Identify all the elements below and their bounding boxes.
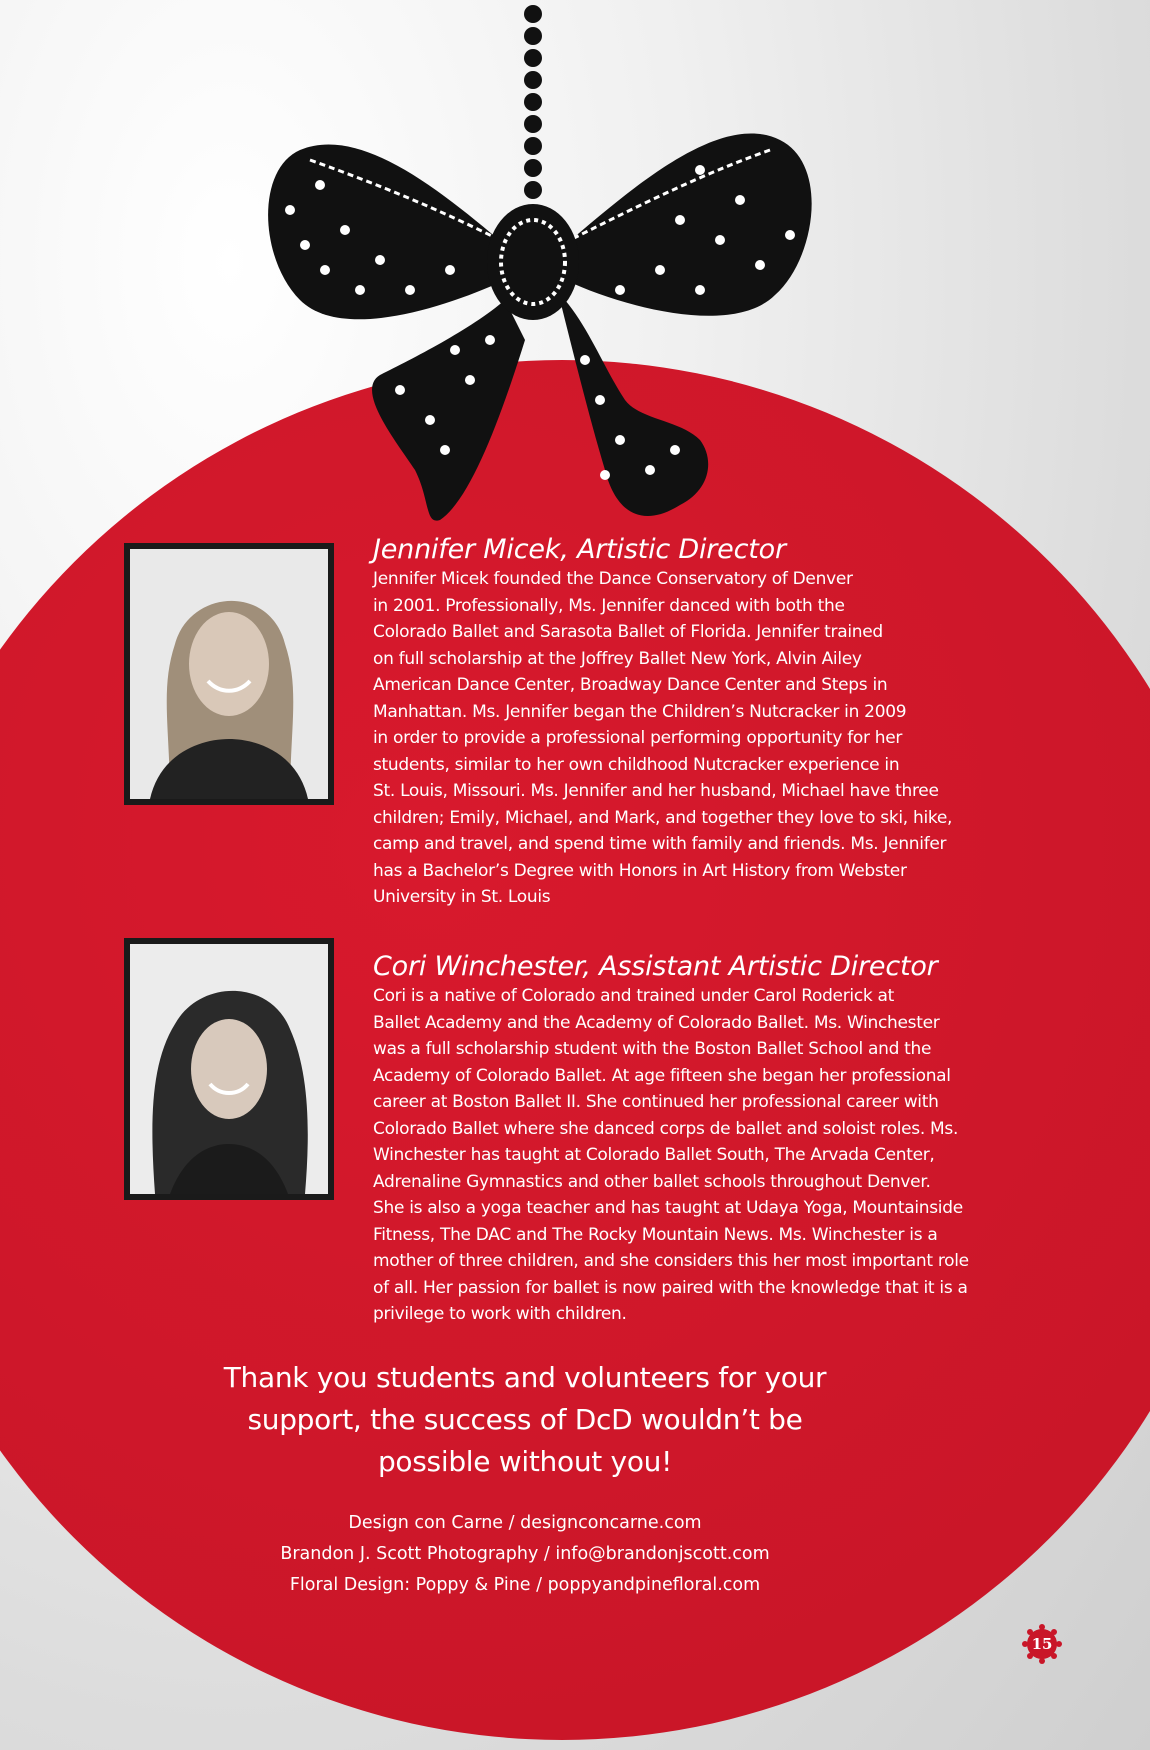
thank-you-message: Thank you students and volunteers for your support, the success of DcD wouldn’t be possible without you! [223, 1361, 827, 1478]
bio-name: Jennifer Micek, Artistic Director [373, 534, 786, 565]
credits [150, 1508, 900, 1601]
bio-text: Jennifer Micek founded the Dance Conservatory of Denver in 2001. Professionally, Ms. Jennifer danced with both the Colorado Ballet and Sarasota Ballet of Florida. Jennifer trained on full scholarship at the Joffrey Ballet New York, Alvin Ailey American Dance Center, Broadway Dance Center and Steps in Manhattan. Ms. Jennifer began the Children’s Nutcracker in 2009 in order to provide a professional performing opportunity for her students, similar to her own childhood Nutcracker experience in St. Louis, Missouri. Ms. Jennifer and her husband, Michael have three children; Emily, Michael, and Mark, and together they love to ski, hike, camp and travel, and spend time with family and friends. Ms. Jennifer has a Bachelor’s Degree with Honors in Art History from Webster University in St. Louis [373, 569, 953, 907]
page-number: 15 [1031, 1635, 1053, 1653]
bio-text: Cori is a native of Colorado and trained under Carol Roderick at Ballet Academy and the Academy of Colorado Ballet. Ms. Winchester was a full scholarship student with the Boston Ballet School and the Academy of Colorado Ballet. At age fifteen she began her professional career at Boston Ballet II. She continued her professional career with Colorado Ballet where she danced corps de ballet and soloist roles. Ms. Winchester has taught at Colorado Ballet South, The Arvada Center, Adrenaline Gymnastics and other ballet schools throughout Denver. She is also a yoga teacher and has taught at Udaya Yoga, Mountainside Fitness, The DAC and The Rocky Mountain News. Ms. Winchester is a mother of three children, and she considers this her most important role of all. Her passion for ballet is now paired with the knowledge that it is a privilege to work with children. [373, 986, 969, 1324]
person-silhouette-icon [130, 944, 328, 1194]
bio-jennifer [373, 534, 1073, 911]
credit-design: Design con Carne / designconcarne.com [348, 1513, 702, 1533]
person-silhouette-icon [130, 549, 328, 799]
portrait-jennifer-photo [124, 543, 334, 805]
bio-cori [373, 951, 1073, 1328]
bio-name: Cori Winchester, Assistant Artistic Director [373, 951, 938, 982]
portrait-cori-photo [124, 938, 334, 1200]
credit-photography: Brandon J. Scott Photography / info@brandonjscott.com [280, 1544, 770, 1564]
portrait-placeholder [130, 944, 328, 1194]
page-number-badge [1022, 1624, 1062, 1664]
bead-string [524, 5, 542, 199]
credit-floral: Floral Design: Poppy & Pine / poppyandpinefloral.com [289, 1575, 761, 1595]
portrait-placeholder [130, 549, 328, 799]
